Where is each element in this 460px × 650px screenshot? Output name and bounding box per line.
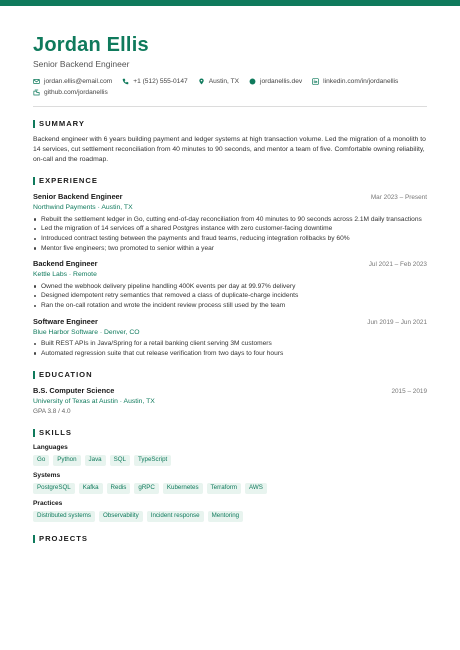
gpa: GPA 3.8 / 4.0 <box>33 407 71 415</box>
bullet-item: Designed idempotent retry semantics that removed a class of duplicate-charge incidents <box>33 291 427 301</box>
mail-icon <box>33 78 40 85</box>
contact-email-text: jordan.ellis@email.com <box>44 78 113 85</box>
resume-content <box>33 34 427 544</box>
skill-group-label: Languages <box>33 443 68 451</box>
skill-chip: gRPC <box>134 483 159 494</box>
skill-chip: Kafka <box>79 483 103 494</box>
section-accent-bar <box>33 429 35 437</box>
contact-row <box>33 76 427 98</box>
job-title: Senior Backend Engineer <box>33 192 123 202</box>
skill-chip: SQL <box>110 455 130 466</box>
header-divider <box>33 106 427 107</box>
education-section <box>33 370 427 416</box>
projects-heading-text: PROJECTS <box>39 533 88 543</box>
contact-linkedin[interactable] <box>312 76 398 87</box>
skill-chip: Java <box>85 455 106 466</box>
skill-chips <box>33 511 427 522</box>
candidate-name: Jordan Ellis <box>33 34 149 56</box>
skill-chips <box>33 483 427 494</box>
bullet-item: Built REST APIs in Java/Spring for a retail banking client serving 3M customers <box>33 339 427 349</box>
job-bullets <box>33 282 427 311</box>
skill-chip: Redis <box>107 483 131 494</box>
contact-linkedin-text: linkedin.com/in/jordanellis <box>323 78 399 85</box>
skills-heading-text: SKILLS <box>39 427 73 437</box>
candidate-title: Senior Backend Engineer <box>33 59 130 69</box>
bullet-item: Rebuilt the settlement ledger in Go, cutting end-of-day reconciliation from 40 minutes to 90 seconds across 2.1M daily transactions <box>33 215 427 225</box>
job-bullets <box>33 215 427 253</box>
bullet-item: Ran the on-call rotation and wrote the incident review process still used by the team <box>33 301 427 311</box>
job-bullets <box>33 339 427 358</box>
bullet-item: Mentor five engineers; two promoted to senior within a year <box>33 244 427 254</box>
skill-chip: Go <box>33 455 49 466</box>
section-accent-bar <box>33 371 35 379</box>
contact-location <box>198 76 239 87</box>
job-date: Mar 2023 – Present <box>370 194 427 202</box>
skill-chip: Distributed systems <box>33 511 95 522</box>
education-heading-text: EDUCATION <box>39 370 93 380</box>
experience-section <box>33 176 427 358</box>
summary-text: Backend engineer with 6 years building payment and ledger systems at high transaction volume. Led the migration of a monolith to 14 services, cut settlement reconciliation from 40 minutes to 90 seconds, and mentor a team of five. Comfortable owning reliability, on-call and the roadmap. <box>33 136 426 163</box>
skill-chip: Observability <box>99 511 143 522</box>
job-entry <box>33 259 427 310</box>
linkedin-icon <box>312 78 319 85</box>
bullet-item: Automated regression suite that cut release verification from two days to four hours <box>33 349 427 359</box>
skill-chip: TypeScript <box>134 455 171 466</box>
skill-chip: Kubernetes <box>163 483 203 494</box>
skill-chip: Python <box>53 455 80 466</box>
job-date: Jul 2021 – Feb 2023 <box>368 261 427 269</box>
accent-top-bar <box>0 0 460 6</box>
contact-phone[interactable] <box>122 76 187 87</box>
education-entry <box>33 386 427 416</box>
skill-chip: PostgreSQL <box>33 483 75 494</box>
contact-github[interactable] <box>33 87 108 98</box>
github-icon <box>33 89 40 96</box>
job-title: Backend Engineer <box>33 259 98 269</box>
job-company: Kettle Labs · Remote <box>33 271 97 279</box>
job-company: Northwind Payments · Austin, TX <box>33 204 133 212</box>
summary-section <box>33 119 427 164</box>
skill-chip: AWS <box>245 483 267 494</box>
skills-heading <box>33 428 427 438</box>
summary-heading <box>33 119 427 129</box>
school: University of Texas at Austin · Austin, TX <box>33 398 155 406</box>
education-heading <box>33 370 427 380</box>
job-entry <box>33 317 427 359</box>
contact-github-text: github.com/jordanellis <box>44 89 108 96</box>
job-date: Jun 2019 – Jun 2021 <box>367 318 427 326</box>
contact-email[interactable] <box>33 76 112 87</box>
degree: B.S. Computer Science <box>33 386 115 396</box>
contact-website[interactable] <box>249 76 302 87</box>
globe-icon <box>249 78 256 85</box>
skill-chip: Incident response <box>147 511 204 522</box>
skill-chip: Terraform <box>207 483 241 494</box>
phone-icon <box>122 78 129 85</box>
summary-heading-text: SUMMARY <box>39 119 85 128</box>
skill-chips <box>33 455 427 466</box>
projects-section <box>33 534 427 544</box>
skill-group-label: Practices <box>33 499 63 507</box>
bullet-item: Introduced contract testing between the payments and fraud teams, reducing integration rollbacks by 60% <box>33 234 427 244</box>
experience-heading-text: EXPERIENCE <box>39 176 98 186</box>
job-company: Blue Harbor Software · Denver, CO <box>33 328 140 336</box>
education-date: 2015 – 2019 <box>391 388 427 396</box>
contact-phone-text: +1 (512) 555-0147 <box>133 78 188 85</box>
skill-chip: Mentoring <box>208 511 244 522</box>
section-accent-bar <box>33 535 35 543</box>
section-accent-bar <box>33 120 35 128</box>
projects-heading <box>33 534 427 544</box>
contact-location-text: Austin, TX <box>208 78 240 85</box>
bullet-item: Led the migration of 14 services off a shared Postgres instance with zero customer-facing downtime <box>33 224 427 234</box>
contact-website-text: jordanellis.dev <box>260 78 303 85</box>
bullet-item: Owned the webhook delivery pipeline handling 400K events per day at 99.97% delivery <box>33 282 427 292</box>
job-title: Software Engineer <box>33 316 98 326</box>
job-entry <box>33 192 427 253</box>
experience-heading <box>33 176 427 186</box>
skills-section <box>33 428 427 522</box>
section-accent-bar <box>33 177 35 185</box>
skill-group-label: Systems <box>33 471 61 479</box>
location-pin-icon <box>198 78 205 85</box>
